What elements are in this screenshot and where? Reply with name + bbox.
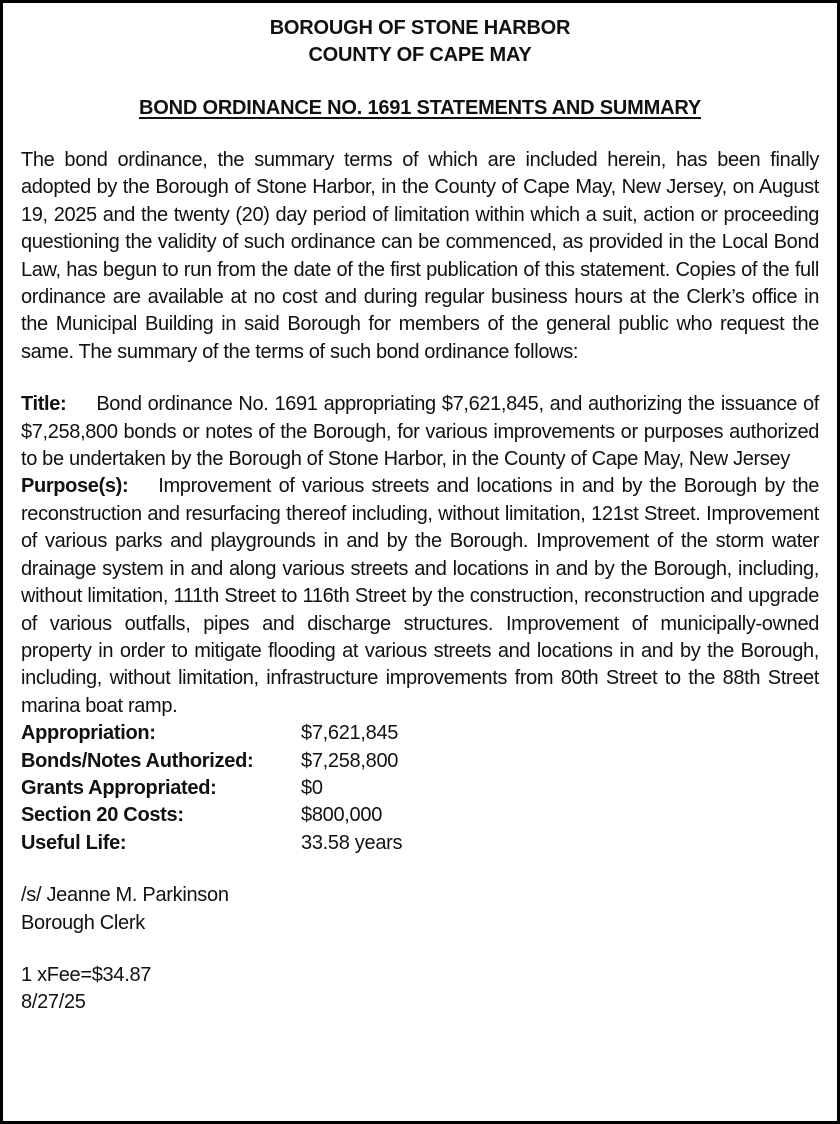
summary-value: $0 — [301, 776, 323, 799]
summary-row — [21, 748, 819, 775]
summary-label: Bonds/Notes Authorized: — [21, 749, 254, 772]
title-label: Title: — [21, 393, 67, 416]
purpose-section — [21, 473, 819, 720]
signature-name: /s/ Jeanne M. Parkinson — [21, 884, 229, 907]
title-section — [21, 391, 819, 473]
summary-row — [21, 802, 819, 829]
summary-label: Grants Appropriated: — [21, 776, 217, 799]
summary-label: Appropriation: — [21, 722, 156, 745]
fee-amount: 1 xFee=$34.87 — [21, 963, 152, 986]
purpose-label: Purpose(s): — [21, 475, 129, 498]
county-name: COUNTY OF CAPE MAY — [308, 44, 532, 66]
summary-value: $800,000 — [301, 804, 383, 827]
summary-value: $7,621,845 — [301, 722, 399, 745]
title-text: Bond ordinance No. 1691 appropriating $7,621,845, and authorizing the issuance of $7,258,800 bonds or notes of the Borough, for various improvements or purposes authorized to be undertaken by the Borough of Stone Harbor, in the County of Cape May, New Jersey — [21, 393, 819, 471]
summary-table — [21, 720, 819, 857]
summary-label: Useful Life: — [21, 831, 127, 854]
summary-label: Section 20 Costs: — [21, 804, 184, 827]
summary-value: 33.58 years — [301, 831, 403, 854]
signature-block — [21, 882, 819, 937]
notice-header — [21, 15, 819, 69]
notice-title — [21, 95, 819, 122]
publication-date: 8/27/25 — [21, 991, 86, 1014]
intro-paragraph: The bond ordinance, the summary terms of which are included herein, has been finally adopted by the Borough of Stone Harbor, in the County of Cape May, New Jersey, on August 19, 2025 and the twenty (20) day period of limitation within which a suit, action or proceeding questioning the validity of such ordinance can be commenced, as provided in the Local Bond Law, has begun to run from the date of the first publication of this statement. Copies of the full ordinance are available at no cost and during regular business hours at the Clerk’s office in the Municipal Building in said Borough for members of the general public who request the same. The summary of the terms of such bond ordinance follows: — [21, 149, 819, 363]
fee-block — [21, 962, 819, 1017]
purpose-text: Improvement of various streets and locations in and by the Borough by the reconstruction and resurfacing thereof including, without limitation, 121st Street. Improvement of various parks and playgrounds in and by the Borough. Improvement of the storm water drainage system in and along various streets and locations in and by the Borough, including, without limitation, 111th Street to 116th Street by the construction, reconstruction and upgrade of various outfalls, pipes and discharge structures. Improvement of municipally-owned property in order to mitigate flooding at various streets and locations in and by the Borough, including, without limitation, infrastructure improvements from 80th Street to the 88th Street marina boat ramp. — [21, 475, 819, 717]
summary-row — [21, 720, 819, 747]
signature-title: Borough Clerk — [21, 911, 145, 934]
borough-name: BOROUGH OF STONE HARBOR — [269, 17, 571, 39]
ordinance-details — [21, 391, 819, 857]
summary-value: $7,258,800 — [301, 749, 399, 772]
summary-row — [21, 775, 819, 802]
summary-row — [21, 830, 819, 857]
notice-title-text: BOND ORDINANCE NO. 1691 STATEMENTS AND SUMMARY — [139, 97, 701, 119]
